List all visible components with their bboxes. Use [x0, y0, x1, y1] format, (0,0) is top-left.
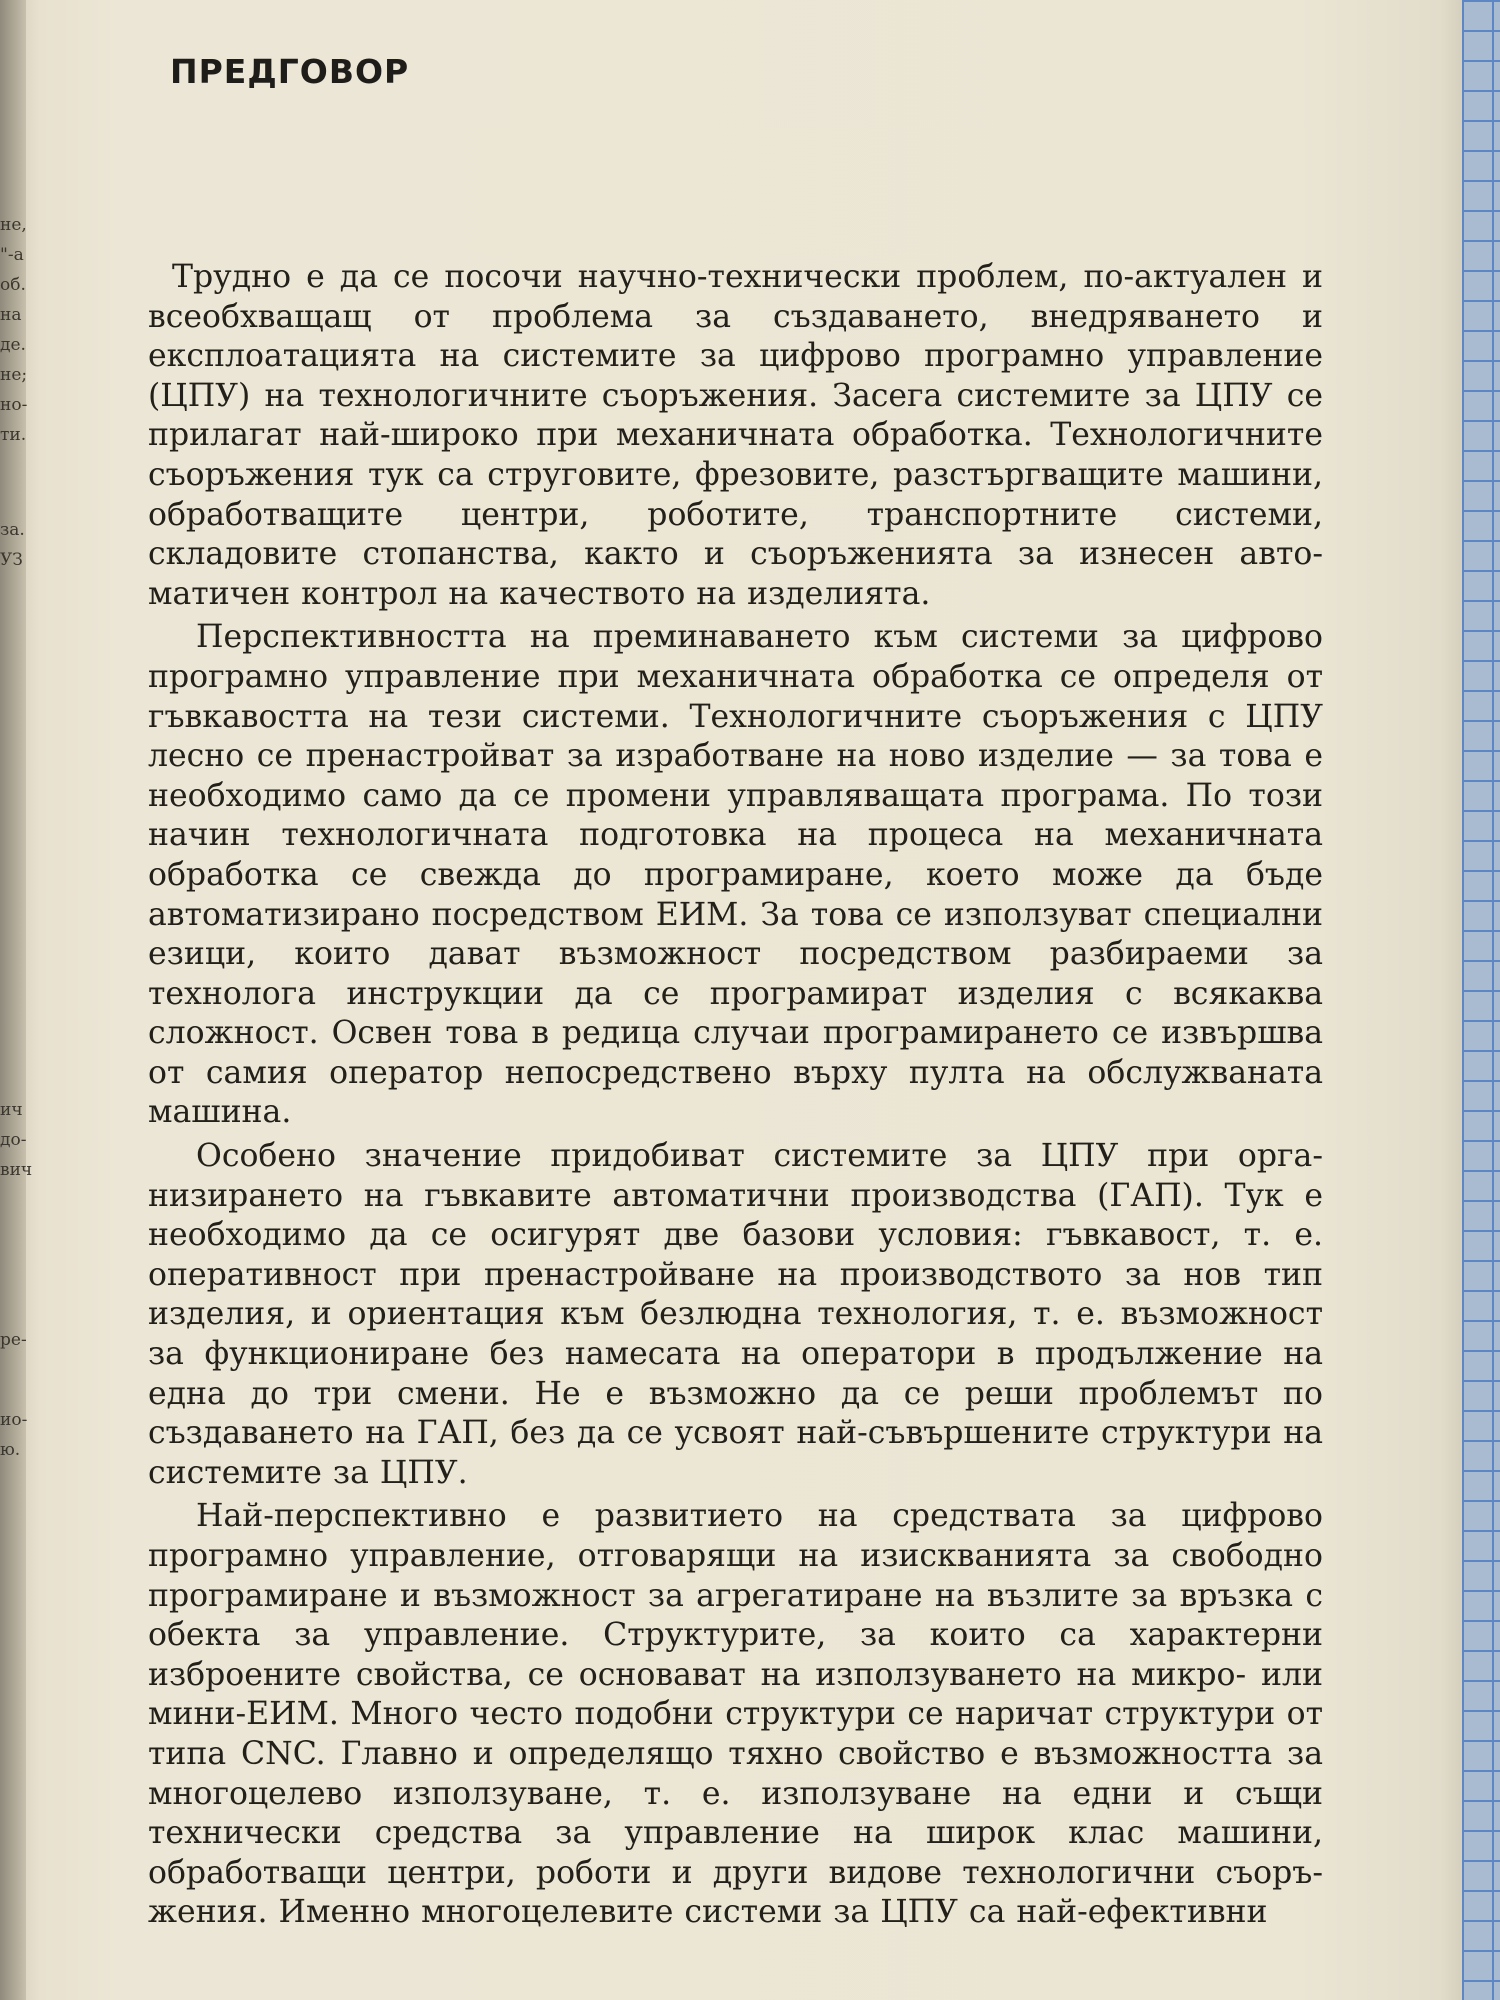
fragment-line: ич: [0, 1100, 23, 1120]
fragment-line: де.: [0, 335, 26, 355]
grid-paper-edge: [1462, 0, 1500, 2000]
fragment-line: ти.: [0, 425, 27, 445]
fragment-line: ио-: [0, 1410, 28, 1430]
paragraph: Перспективността на преминаването към системи за цифрово програмно управление при механичната обработка се определя от гъвкавостта на тези системи. Технологичните съоръжения с ЦПУ лесно се пренастройват за изработване на ново изделие — за това е необходимо само да се промени управляващата програма. По този начин технологичната подготовка на процеса на механичната обработка се свежда до програмиране, което може да бъде автоматизирано посредством ЕИМ. За това се използуват специални езици, които дават възможност посредством разбираеми за технолога инструкции да се програмират изделия с всякаква сложност. Освен това в редица случаи програмирането се извършва от самия оператор непосредствено върху пулта на обслужваната машина.: [148, 619, 1323, 1131]
facing-page-text-bottom-2: [0, 1405, 28, 1465]
fragment-line: не,: [0, 215, 27, 235]
paragraph: Особено значение придобиват системите за ЦПУ при организирането на гъвкавите автоматични производства (ГАП). Тук е необходимо да се осигурят две базови условия: гъвкавост, т. е. оперативност при пренастройване на производството за нов тип изделия, и ориентация към безлюдна технология, т. е. възможност за функциониране без намесата на оператори в продължение на една до три смени. Не е възможно да се реши проблемът по създаването на ГАП, без да се усвоят най-съвършените структури на системите за ЦПУ.: [148, 1138, 1323, 1491]
paragraph: Най-перспективно е развитието на средствата за цифрово програмно управление, отговарящи на изискванията за свободно програмиране и възможност за агрегатиране на възлите за връзка с обекта за управление. Структурите, за които са характерни изброените свойства, се основават на използуването на микро- или мини-ЕИМ. Много често подобни структури се наричат структури от типа CNC. Главно и определящо тяхно свойство е възможността за многоцелево използуване, т. е. използуване на едни и същи технически средства за управление на широк клас машини, обработващи центри, роботи и други видове технологични съоръжения. Именно многоцелевите системи за ЦПУ са най-ефективни: [148, 1498, 1323, 1931]
page-title: ПРЕДГОВОР: [170, 52, 410, 91]
body-text: [148, 258, 1323, 1933]
fragment-line: об.: [0, 275, 26, 295]
fragment-line: но-: [0, 395, 28, 415]
fragment-line: на: [0, 305, 22, 325]
facing-page-text-lower: [0, 1095, 33, 1185]
fragment-line: вич: [0, 1160, 33, 1180]
fragment-line: ю.: [0, 1440, 21, 1460]
paragraph: Трудно е да се посочи научно-технически проблем, по-актуален и всеобхващащ от проблема за създаването, внедряването и експлоатацията на системите за цифрово програмно управление (ЦПУ) на технологичните съоръжения. Засега системите за ЦПУ се прилагат най-широко при механичната обработка. Технологичните съоръжения тук са струговите, фрезовите, разстъргващите машини, обработващите центри, роботите, транспортните системи, складовите стопанства, както и съоръженията за изнесен автоматичен контрол на качеството на изделията.: [148, 259, 1323, 612]
facing-page-text-top: [0, 210, 28, 450]
fragment-line: ре-: [0, 1330, 27, 1350]
fragment-line: "-а: [0, 245, 24, 265]
fragment-line: до-: [0, 1130, 27, 1150]
fragment-line: за.: [0, 520, 25, 540]
facing-page-text-bottom: [0, 1325, 27, 1355]
facing-page-text-middle: [0, 515, 24, 575]
fragment-line: УЗ: [0, 550, 23, 570]
fragment-line: не;: [0, 365, 28, 385]
